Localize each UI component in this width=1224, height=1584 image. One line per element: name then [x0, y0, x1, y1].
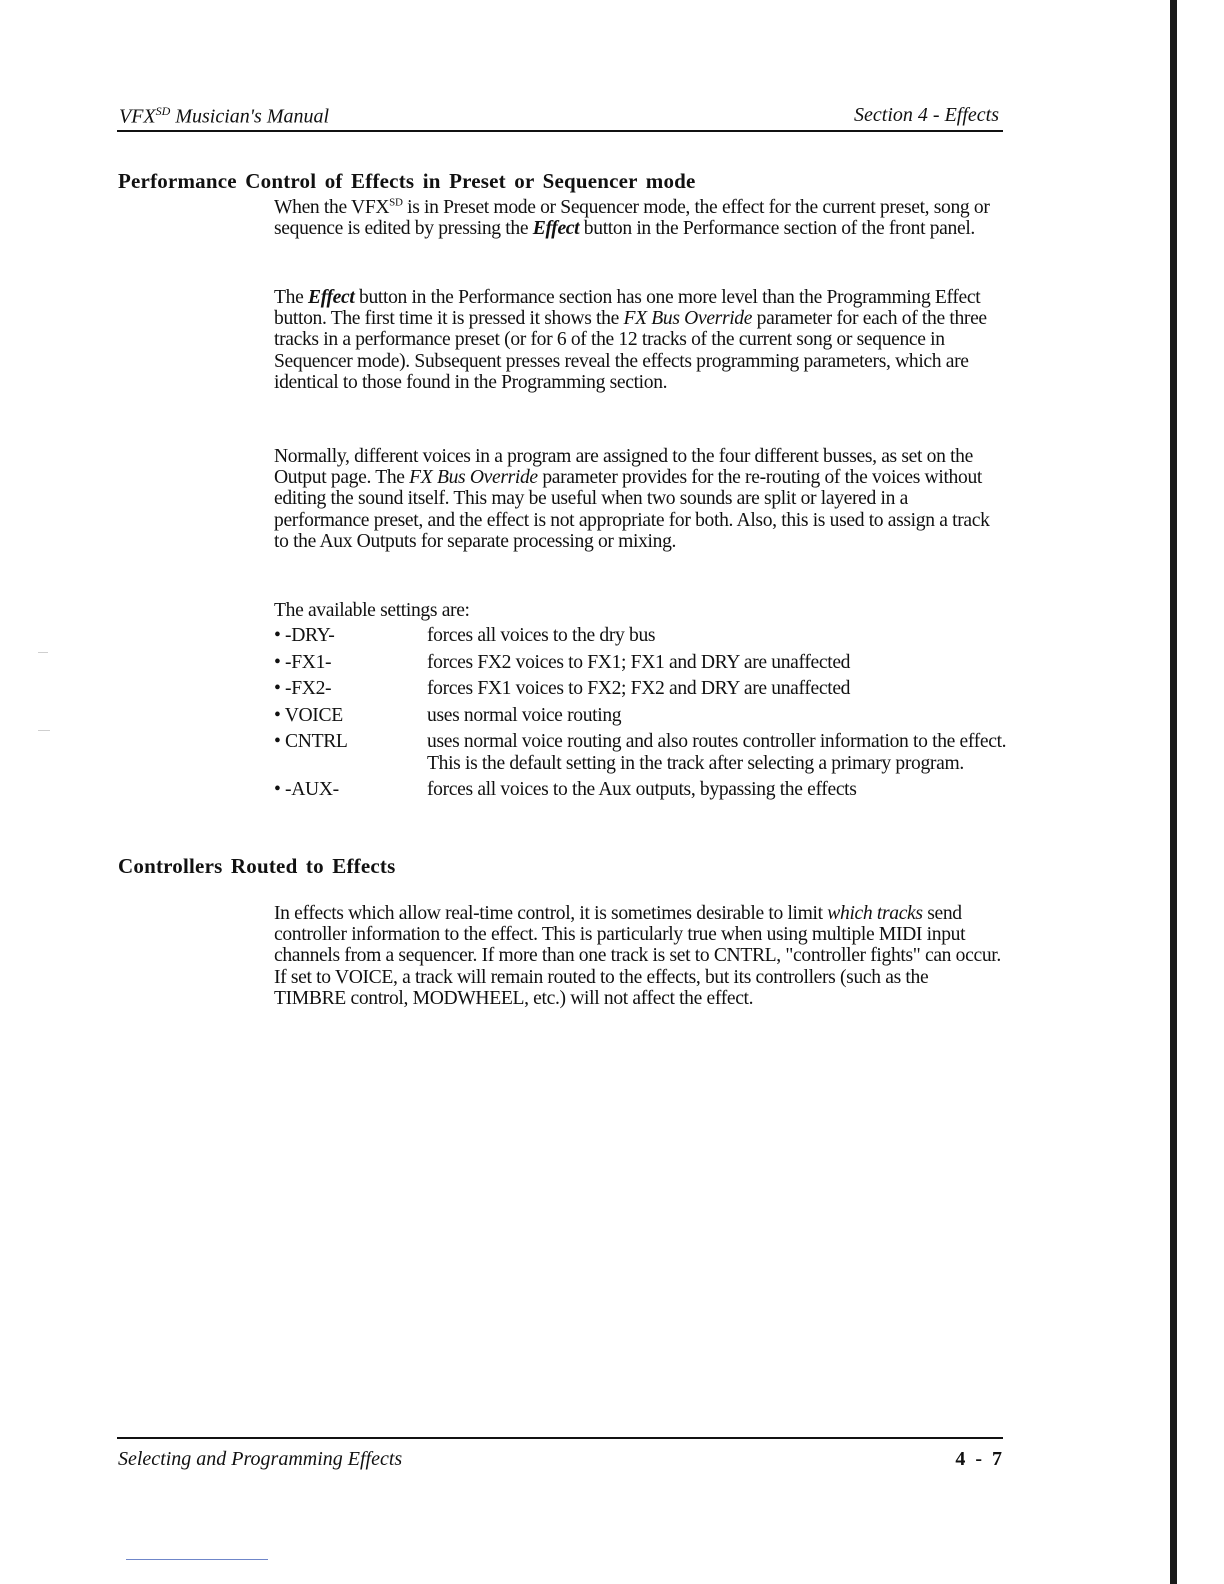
footer-rule: [117, 1437, 1003, 1439]
list-item: [274, 779, 1014, 801]
list-item: [274, 705, 1014, 727]
scan-edge-bar: [1170, 0, 1177, 1584]
page-number: 4 - 7: [955, 1448, 1002, 1470]
section-heading-controllers-routed: Controllers Routed to Effects: [118, 854, 396, 878]
setting-description: uses normal voice routing and also routes controller information to the effect. This is the default setting in the track after selecting a primary program.: [427, 731, 1007, 774]
paragraph-intro: When the $VFX^{SD}$ is in Preset mode or Sequencer mode, the effect for the current preset, song or sequence is edited by pressing the Effect button in the Performance section of the front panel.: [274, 196, 990, 240]
setting-key: • -DRY-: [274, 625, 335, 646]
list-item: [274, 652, 1014, 674]
scan-blue-line: [126, 1559, 268, 1560]
list-item: [274, 625, 1014, 647]
paragraph-controllers: In effects which allow real-time control, it is sometimes desirable to limit which tracks send controller information to the effect. This is particularly true when using multiple MIDI input channels from a sequencer. If more than one track is set to CNTRL, "controller fights" can occur. If set to VOICE, a track will remain routed to the effects, but its controllers (such as the TIMBRE control, MODWHEEL, etc.) will not affect the effect.: [274, 903, 1001, 1009]
header-rule: [117, 130, 1003, 132]
list-item: [274, 678, 1014, 700]
scan-mark: [38, 652, 48, 653]
setting-key: • VOICE: [274, 704, 343, 726]
running-header-section: Section 4 - Effects: [854, 104, 999, 126]
paragraph-bus-override: Normally, different voices in a program are assigned to the four different busses, as set on the Output page. The FX Bus Override parameter provides for the re-routing of the voices without editing the sound itself. This may be useful when two sounds are split or layered in a performance preset, and the effect is not appropriate for both. Also, this is used to assign a track to the Aux Outputs for separate processing or mixing.: [274, 446, 990, 552]
running-header-title: $VFX^{SD}$ Musician's Manual: [119, 104, 330, 128]
setting-description: forces FX1 voices to FX2; FX2 and DRY are unaffected: [427, 678, 851, 699]
setting-description: uses normal voice routing: [427, 704, 622, 726]
setting-description: forces all voices to the Aux outputs, bypassing the effects: [427, 779, 857, 800]
section-heading-performance-control: Performance Control of Effects in Preset or Sequencer mode: [118, 169, 696, 193]
setting-description: forces FX2 voices to FX1; FX1 and DRY are unaffected: [427, 651, 851, 673]
running-footer-title: Selecting and Programming Effects: [118, 1448, 403, 1470]
setting-key: • CNTRL: [274, 731, 348, 752]
settings-list: [274, 600, 1014, 806]
setting-key: • -AUX-: [274, 779, 339, 800]
list-item: [274, 731, 1014, 774]
setting-key: • -FX2-: [274, 678, 332, 699]
paragraph-effect-button: The Effect button in the Performance section has one more level than the Programming Effect button. The first time it is pressed it shows the FX Bus Override parameter for each of the three tracks in a performance preset (or for 6 of the 12 tracks of the current song or sequence in Sequencer mode). Subsequent presses reveal the effects programming parameters, which are identical to those found in the Programming section.: [274, 287, 987, 393]
setting-description: forces all voices to the dry bus: [427, 625, 656, 646]
settings-list-title: The available settings are:: [274, 600, 470, 621]
scan-mark: [38, 730, 50, 731]
setting-key: • -FX1-: [274, 651, 332, 673]
